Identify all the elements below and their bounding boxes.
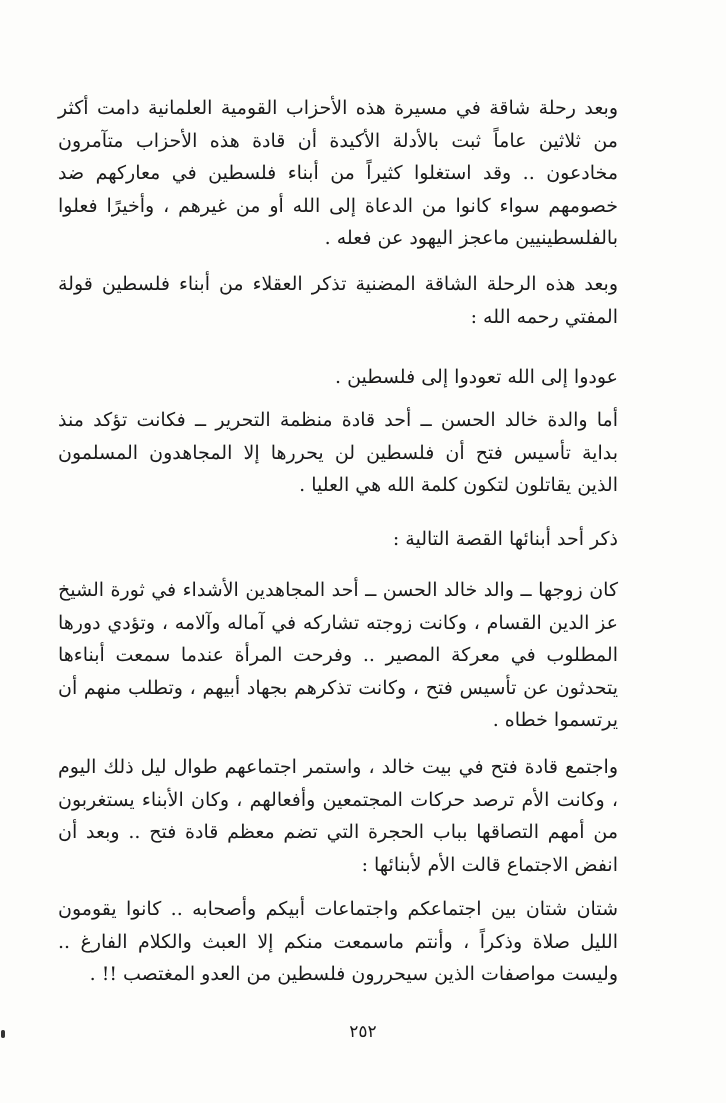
paragraph-mother-remark: شتان شتان بين اجتماعكم واجتماعات أبيكم وأصحابه .. كانوا يقومون الليل صلاة وذكراً ، وأنتم ماسمعت منكم إلا العبث والكلام الفارغ .. وليست مواصفات الذين سيحررون فلسطين من العدو المغتصب !! . (58, 898, 618, 985)
paragraph-parties-journey: وبعد رحلة شاقة في مسيرة هذه الأحزاب القومية العلمانية دامت أكثر من ثلاثين عاماً ثبت بالأدلة الأكيدة أن قادة هذه الأحزاب متآمرون مخادعون .. وقد استغلوا كثيراً من أبناء فلسطين في معاركهم ضد خصومهم سواء كانوا من الدعاة إلى الله أو من غيرهم ، وأخيرًا فعلوا بالفلسطينيين ماعجز اليهود عن فعله . (58, 97, 618, 249)
paragraph-mufti-quote: عودوا إلى الله تعودوا إلى فلسطين . (335, 366, 618, 388)
paragraph-husband-mujahid: كان زوجها ــ والد خالد الحسن ــ أحد المجاهدين الأشداء في ثورة الشيخ عز الدين القسام ، وكانت زوجته تشاركه في آماله وآلامه ، وتؤدي دورها المطلوب في معركة المصير .. وفرحت المرأة عندما سمعت أبناءها يتحدثون عن تأسيس فتح ، وكانت تذكرهم بجهاد أبيهم ، وتطلب منهم أن يرتسموا خطاه . (58, 579, 618, 731)
paragraph-mufti-saying-intro: وبعد هذه الرحلة الشاقة المضنية تذكر العقلاء من أبناء فلسطين قولة المفتي رحمه الله : (58, 273, 618, 328)
paragraph-story-intro: ذكر أحد أبنائها القصة التالية : (392, 528, 618, 550)
scan-edge-mark (1, 1030, 5, 1038)
paragraph-khaled-mother: أما والدة خالد الحسن ــ أحد قادة منظمة التحرير ــ فكانت تؤكد منذ بداية تأسيس فتح أن فلسطين لن يحررها إلا المجاهدون المسلمون الذين يقاتلون لتكون كلمة الله هي العليا . (58, 409, 618, 496)
paragraph-fatah-meeting: واجتمع قادة فتح في بيت خالد ، واستمر اجتماعهم طوال ليل ذلك اليوم ، وكانت الأم ترصد حركات المجتمعين وأفعالهم ، وكان الأبناء يستغربون من أمهم التصاقها بباب الحجرة التي تضم معظم قادة فتح .. وبعد أن انفض الاجتماع قالت الأم لأبنائها : (58, 756, 618, 876)
page-number: ٢٥٢ (349, 1022, 377, 1042)
